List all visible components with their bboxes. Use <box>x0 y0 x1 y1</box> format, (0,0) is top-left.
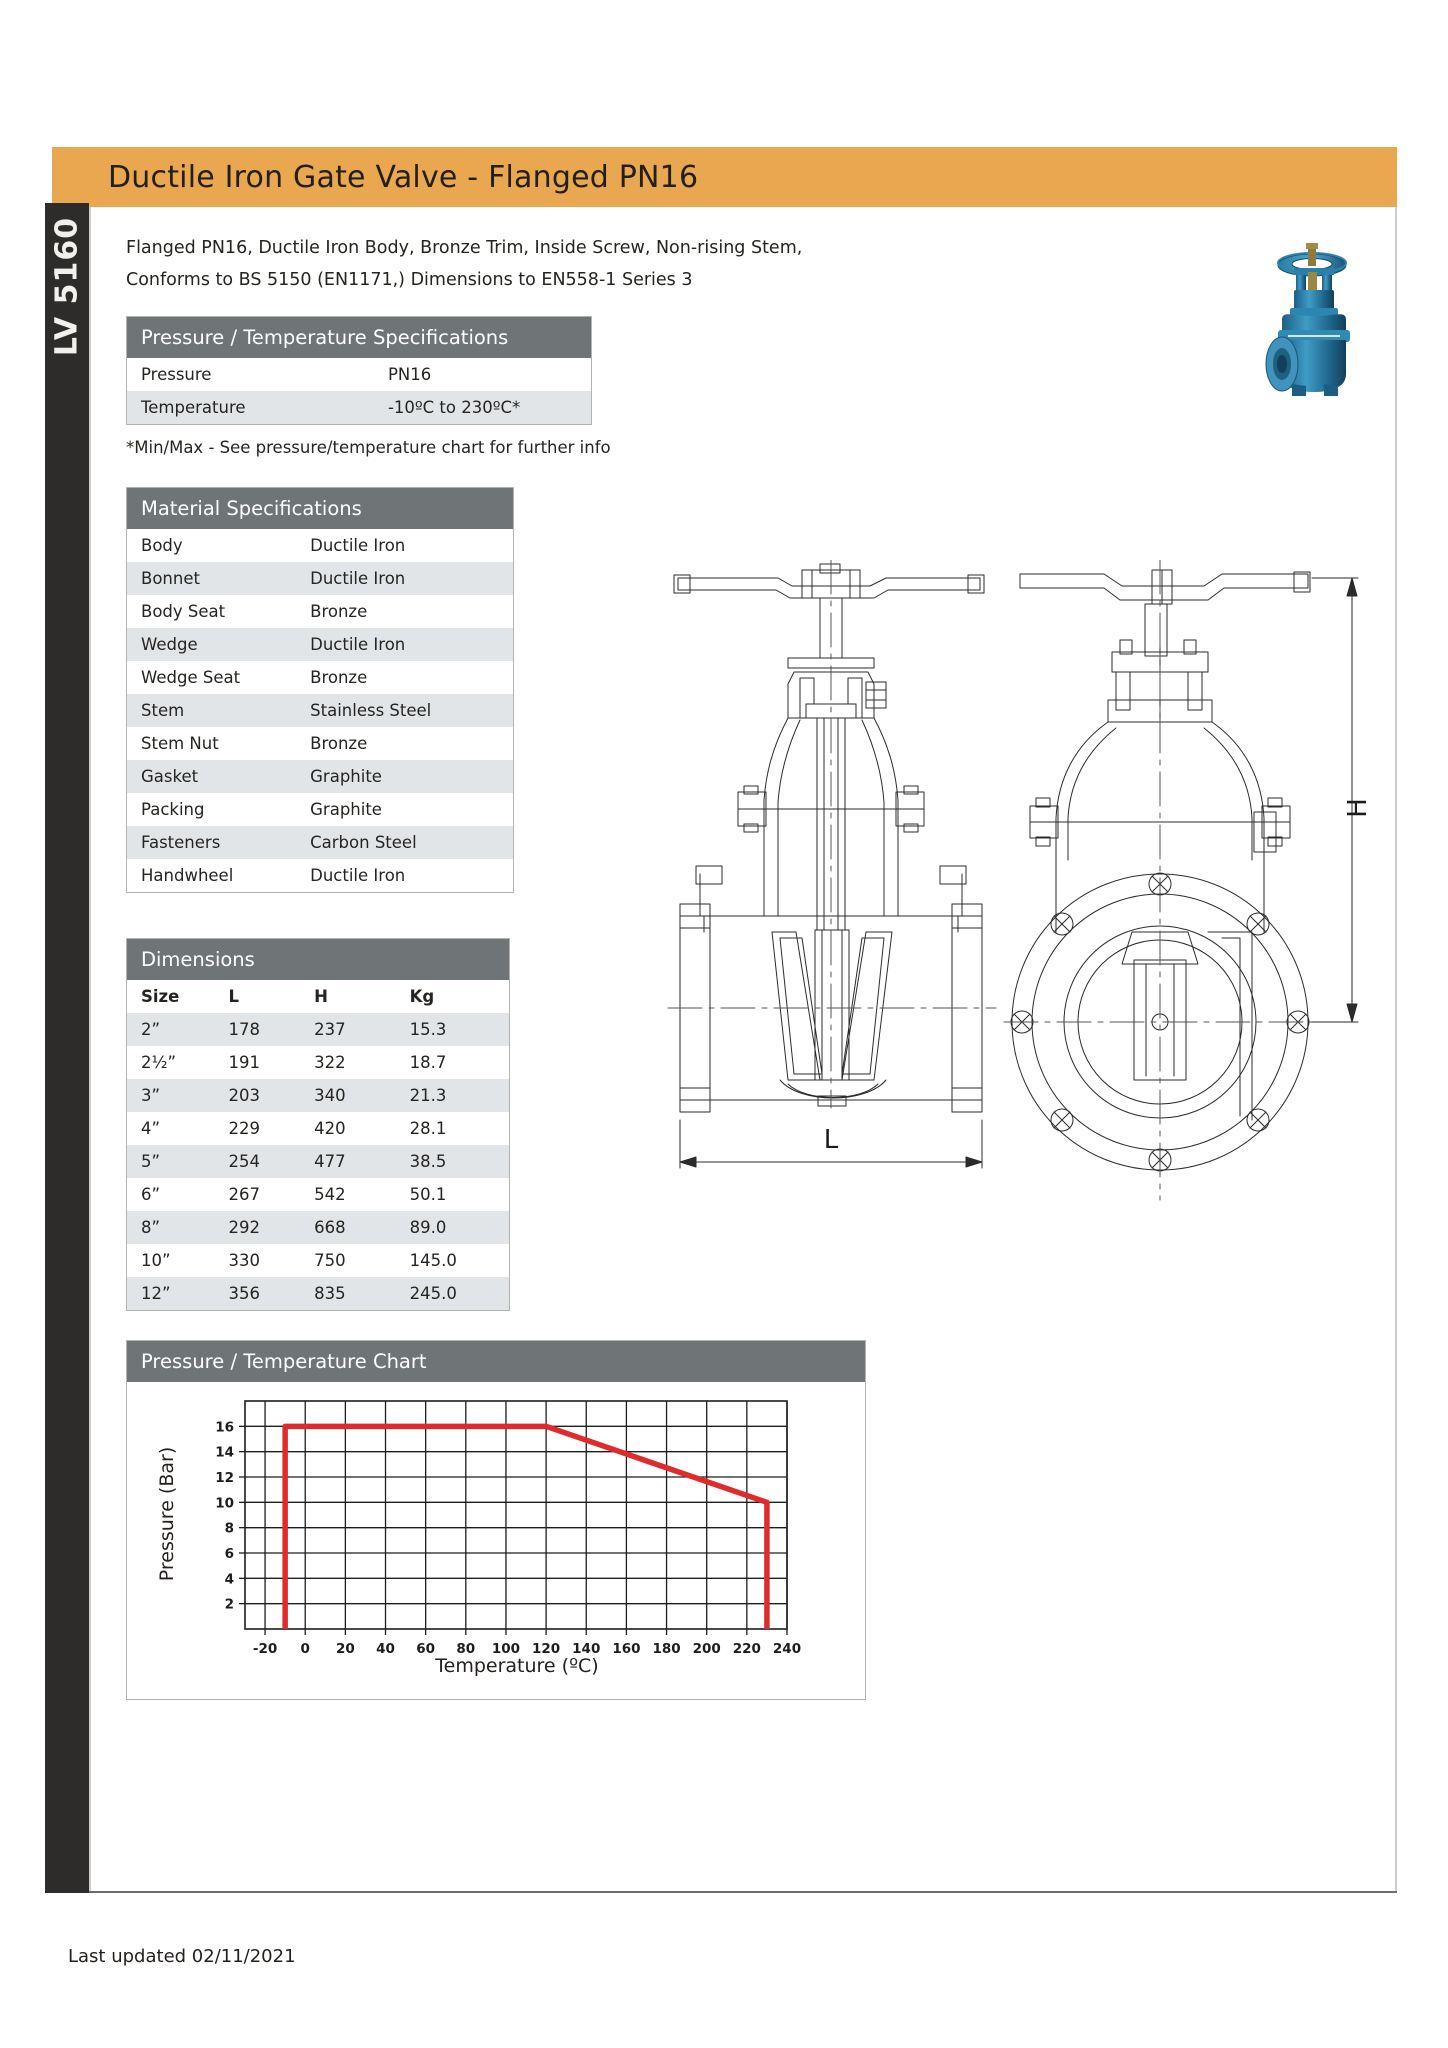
table-row <box>127 1112 509 1145</box>
table-row <box>127 760 513 793</box>
intro-text <box>126 232 802 296</box>
technical-drawings <box>660 560 1380 1220</box>
pressure-temperature-footnote: *Min/Max - See pressure/temperature chart for further info <box>126 438 611 457</box>
content-border-bottom <box>89 1891 1397 1893</box>
pt-spec-heading: Pressure / Temperature Specifications <box>127 317 591 358</box>
svg-text:200: 200 <box>692 1641 721 1657</box>
svg-text:10: 10 <box>215 1495 234 1512</box>
dimension-size: 8” <box>141 1218 161 1237</box>
gate-valve-photo-svg <box>1248 224 1380 399</box>
dimension-l: 191 <box>228 1053 261 1072</box>
dimension-l: 254 <box>228 1152 261 1171</box>
svg-text:60: 60 <box>416 1641 436 1657</box>
material-label: Wedge Seat <box>141 668 241 687</box>
material-spec-heading: Material Specifications <box>127 488 513 529</box>
svg-text:240: 240 <box>772 1641 802 1657</box>
page-title: Ductile Iron Gate Valve - Flanged PN16 <box>108 160 699 195</box>
material-label: Gasket <box>141 767 199 786</box>
dimension-kg: 50.1 <box>409 1185 447 1204</box>
svg-text:220: 220 <box>732 1641 761 1657</box>
dimension-kg: 38.5 <box>409 1152 447 1171</box>
chart-area <box>127 1383 865 1699</box>
dimensions-col-kg: Kg <box>409 987 435 1006</box>
table-row <box>127 1013 509 1046</box>
content-border-left <box>89 207 91 1893</box>
valve-drawings-svg <box>660 560 1380 1220</box>
material-label: Fasteners <box>141 833 221 852</box>
material-label: Handwheel <box>141 866 234 885</box>
dimension-size: 6” <box>141 1185 161 1204</box>
intro-line-2: Conforms to BS 5150 (EN1171,) Dimensions to EN558-1 Series 3 <box>126 270 693 290</box>
dimension-kg: 28.1 <box>409 1119 447 1138</box>
dimension-size: 2½” <box>141 1053 177 1072</box>
dimension-h: 420 <box>314 1119 346 1138</box>
chart-plot <box>127 1383 865 1699</box>
table-row <box>127 1211 509 1244</box>
material-specifications-table <box>126 487 514 893</box>
product-photo <box>1248 224 1380 399</box>
material-value: Ductile Iron <box>310 536 406 555</box>
svg-text:8: 8 <box>224 1520 234 1537</box>
svg-text:140: 140 <box>572 1641 601 1657</box>
dimension-h: 750 <box>314 1251 346 1270</box>
dimension-l: 292 <box>228 1218 261 1237</box>
dimensions-col-h: H <box>314 987 328 1006</box>
svg-text:2: 2 <box>224 1596 234 1613</box>
material-value: Ductile Iron <box>310 866 406 885</box>
table-row <box>127 694 513 727</box>
dimension-l: 203 <box>228 1086 261 1105</box>
dimension-label-l: L <box>823 1125 839 1155</box>
content-border-right <box>1395 207 1397 1893</box>
dimension-h: 237 <box>314 1020 346 1039</box>
table-row <box>127 1145 509 1178</box>
svg-text:0: 0 <box>300 1641 310 1657</box>
pt-spec-label: Pressure <box>141 365 212 384</box>
intro-line-1: Flanged PN16, Ductile Iron Body, Bronze Trim, Inside Screw, Non-rising Stem, <box>126 238 803 258</box>
svg-text:14: 14 <box>215 1444 234 1461</box>
dimension-l: 229 <box>228 1119 261 1138</box>
material-value: Ductile Iron <box>310 569 406 588</box>
valve-section-drawing <box>668 560 996 1168</box>
svg-text:6: 6 <box>224 1546 234 1562</box>
dimension-h: 322 <box>314 1053 346 1072</box>
dimension-l: 267 <box>228 1185 261 1204</box>
dimensions-rows <box>127 1013 509 1310</box>
dimension-kg: 18.7 <box>409 1053 447 1072</box>
last-updated-text: Last updated 02/11/2021 <box>68 1946 296 1967</box>
dimension-h: 340 <box>314 1086 346 1105</box>
svg-text:160: 160 <box>612 1641 641 1657</box>
dimension-label-h: H <box>1343 798 1373 818</box>
svg-text:-20: -20 <box>252 1641 278 1657</box>
dimension-l: 356 <box>228 1284 261 1303</box>
valve-elevation-drawing <box>1004 560 1358 1200</box>
header-band <box>52 147 1397 207</box>
table-row <box>127 529 513 562</box>
dimension-kg: 145.0 <box>409 1251 457 1270</box>
svg-text:80: 80 <box>456 1641 476 1657</box>
dimensions-table <box>126 938 510 1311</box>
table-row <box>127 1178 509 1211</box>
pt-spec-value: PN16 <box>387 365 432 384</box>
material-label: Stem Nut <box>141 734 219 753</box>
material-label: Stem <box>141 701 185 720</box>
material-value: Bronze <box>310 602 368 621</box>
svg-text:20: 20 <box>335 1641 355 1657</box>
dimension-size: 2” <box>141 1020 161 1039</box>
table-row <box>127 793 513 826</box>
dimensions-col-size: Size <box>141 987 180 1006</box>
table-row <box>127 727 513 760</box>
side-tab-product-code <box>45 203 89 1893</box>
dimension-kg: 89.0 <box>409 1218 447 1237</box>
dimension-size: 4” <box>141 1119 161 1138</box>
dimension-size: 12” <box>141 1284 171 1303</box>
material-value: Graphite <box>310 767 382 786</box>
dimension-kg: 245.0 <box>409 1284 457 1303</box>
dimension-kg: 15.3 <box>409 1020 447 1039</box>
table-row <box>127 826 513 859</box>
side-tab-label: LV 5160 <box>49 216 85 357</box>
material-label: Body <box>141 536 183 555</box>
svg-text:40: 40 <box>376 1641 395 1657</box>
table-row <box>127 628 513 661</box>
table-row <box>127 661 513 694</box>
chart-y-axis-label: Pressure (Bar) <box>156 1446 178 1582</box>
table-row <box>127 1244 509 1277</box>
dimension-h: 835 <box>314 1284 346 1303</box>
dimension-size: 3” <box>141 1086 161 1105</box>
table-row <box>127 391 591 424</box>
table-row <box>127 1277 509 1310</box>
table-row <box>127 1046 509 1079</box>
svg-text:180: 180 <box>652 1641 681 1657</box>
material-value: Graphite <box>310 800 382 819</box>
pt-spec-label: Temperature <box>141 398 246 417</box>
pressure-temperature-chart-panel <box>126 1340 866 1700</box>
table-row <box>127 595 513 628</box>
dimension-h: 477 <box>314 1152 346 1171</box>
dimension-size: 10” <box>141 1251 171 1270</box>
dimension-h: 668 <box>314 1218 346 1237</box>
material-label: Packing <box>141 800 205 819</box>
chart-heading: Pressure / Temperature Chart <box>127 1341 865 1382</box>
svg-text:4: 4 <box>224 1571 234 1588</box>
material-spec-rows <box>127 529 513 892</box>
material-label: Body Seat <box>141 602 226 621</box>
material-value: Bronze <box>310 734 368 753</box>
material-value: Carbon Steel <box>310 833 417 852</box>
pt-spec-value: -10ºC to 230ºC* <box>387 398 521 417</box>
material-value: Bronze <box>310 668 368 687</box>
table-row <box>127 562 513 595</box>
dimension-kg: 21.3 <box>409 1086 447 1105</box>
table-row <box>127 358 591 391</box>
dimension-size: 5” <box>141 1152 161 1171</box>
dimensions-heading: Dimensions <box>127 939 509 980</box>
svg-text:100: 100 <box>491 1641 521 1657</box>
material-label: Bonnet <box>141 569 200 588</box>
table-row <box>127 1079 509 1112</box>
dimension-h: 542 <box>314 1185 346 1204</box>
material-value: Stainless Steel <box>310 701 432 720</box>
svg-text:120: 120 <box>532 1641 561 1657</box>
material-value: Ductile Iron <box>310 635 406 654</box>
pressure-temperature-specifications-table <box>126 316 592 425</box>
chart-x-axis-label: Temperature (ºC) <box>435 1655 599 1677</box>
table-row <box>127 859 513 892</box>
dimensions-col-l: L <box>228 987 240 1006</box>
svg-text:16: 16 <box>215 1419 234 1436</box>
dimension-l: 178 <box>228 1020 261 1039</box>
svg-text:12: 12 <box>215 1470 234 1486</box>
dimensions-column-header-row <box>127 980 509 1013</box>
dimension-l: 330 <box>228 1251 261 1270</box>
material-label: Wedge <box>141 635 198 654</box>
